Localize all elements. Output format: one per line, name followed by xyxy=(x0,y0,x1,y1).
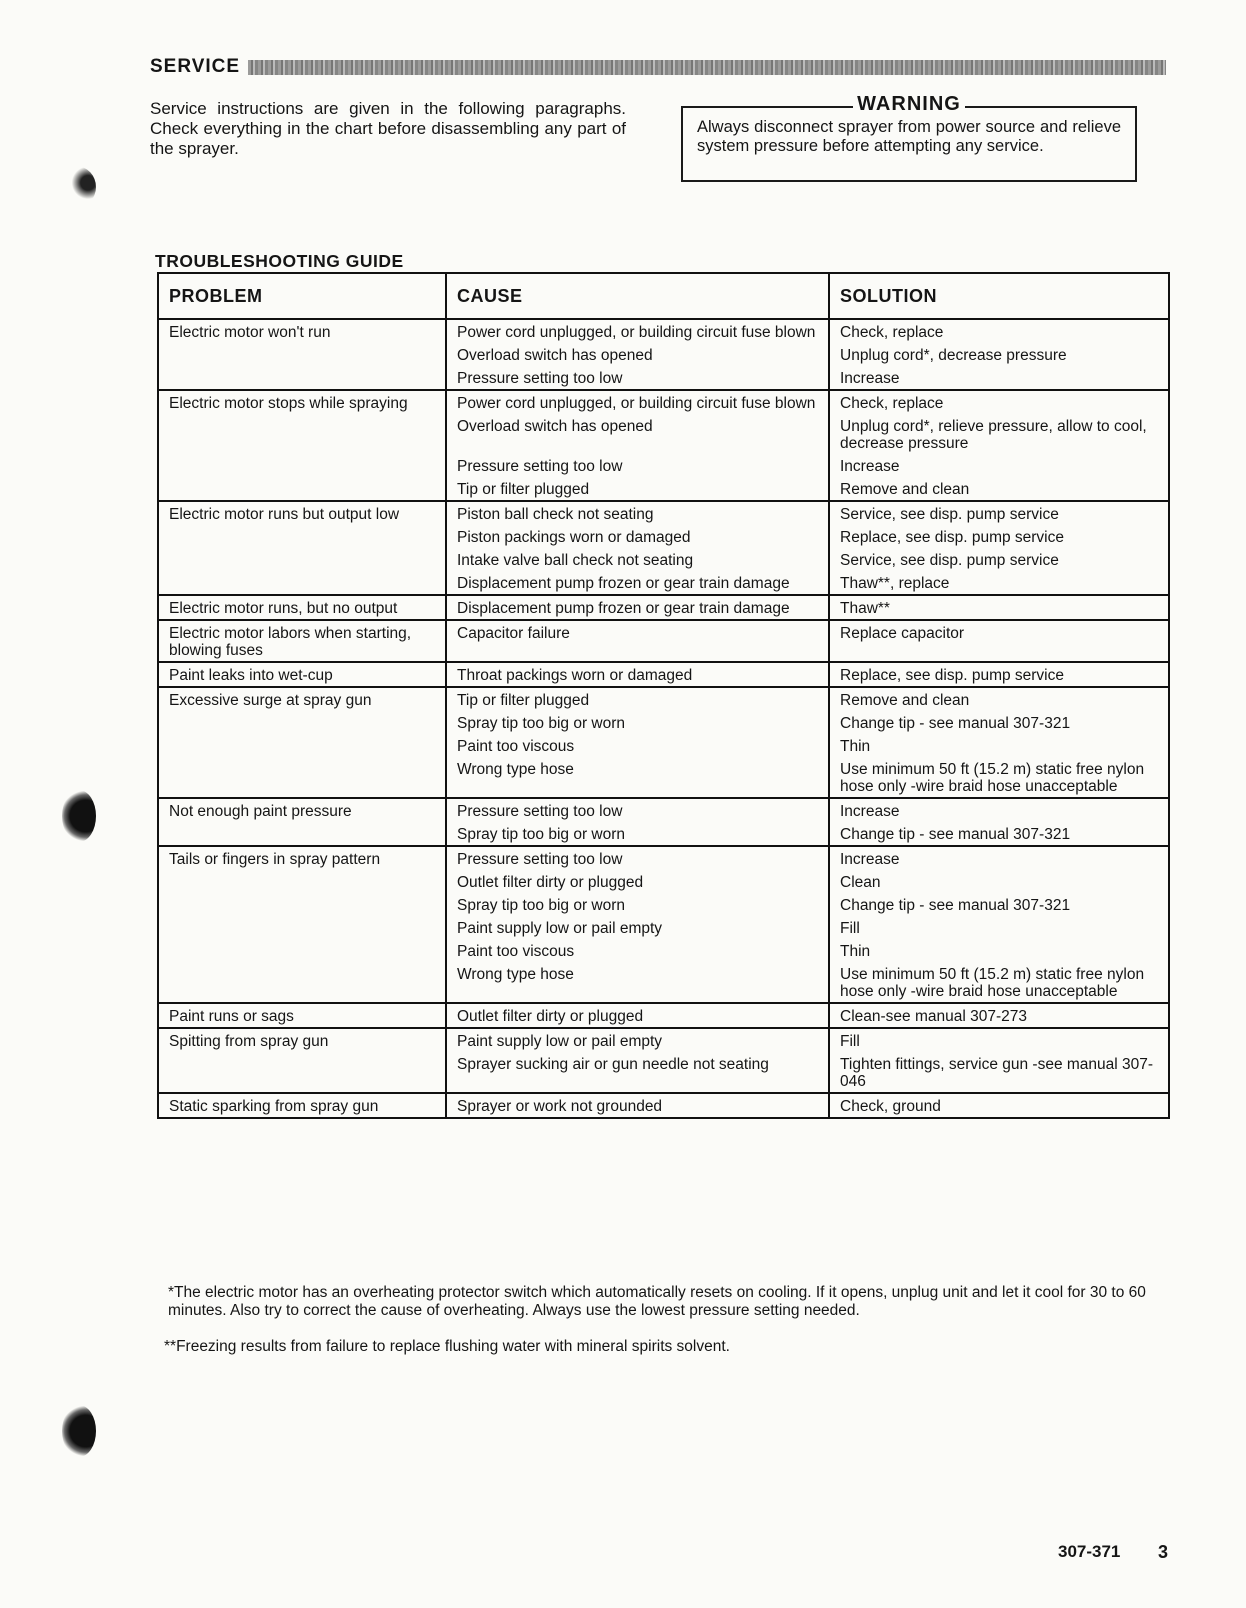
solution-cell: Thin xyxy=(829,939,1169,962)
cause-cell: Spray tip too big or worn xyxy=(446,893,829,916)
problem-cell: Not enough paint pressure xyxy=(158,798,446,846)
table-header-row xyxy=(158,273,1169,319)
solution-cell: Change tip - see manual 307-321 xyxy=(829,893,1169,916)
solution-cell: Fill xyxy=(829,916,1169,939)
section-title-rule xyxy=(248,60,1166,75)
cause-cell: Capacitor failure xyxy=(446,620,829,662)
problem-cell: Paint leaks into wet-cup xyxy=(158,662,446,687)
table-title: TROUBLESHOOTING GUIDE xyxy=(155,251,404,271)
page-number: 3 xyxy=(1158,1542,1169,1562)
column-header-solution: SOLUTION xyxy=(829,273,1169,319)
cause-cell: Overload switch has opened xyxy=(446,343,829,366)
solution-cell: Clean xyxy=(829,870,1169,893)
solution-cell: Increase xyxy=(829,366,1169,390)
cause-cell: Displacement pump frozen or gear train damage xyxy=(446,571,829,595)
cause-cell: Piston packings worn or damaged xyxy=(446,525,829,548)
cause-cell: Piston ball check not seating xyxy=(446,501,829,525)
cause-cell: Paint supply low or pail empty xyxy=(446,1028,829,1052)
solution-cell: Remove and clean xyxy=(829,687,1169,711)
cause-cell: Sprayer sucking air or gun needle not seating xyxy=(446,1052,829,1093)
table-row xyxy=(158,687,1169,711)
problem-cell: Tails or fingers in spray pattern xyxy=(158,846,446,1003)
solution-cell: Increase xyxy=(829,846,1169,870)
cause-cell: Outlet filter dirty or plugged xyxy=(446,1003,829,1028)
table-row xyxy=(158,1003,1169,1028)
cause-cell: Overload switch has opened xyxy=(446,414,829,454)
document-code: 307-371 xyxy=(1058,1542,1121,1561)
table-row xyxy=(158,501,1169,525)
solution-cell: Use minimum 50 ft (15.2 m) static free nylon hose only -wire braid hose unacceptable xyxy=(829,962,1169,1003)
cause-cell: Tip or filter plugged xyxy=(446,477,829,501)
table-row xyxy=(158,620,1169,662)
solution-cell: Clean-see manual 307-273 xyxy=(829,1003,1169,1028)
solution-cell: Remove and clean xyxy=(829,477,1169,501)
table-row xyxy=(158,798,1169,822)
cause-cell: Power cord unplugged, or building circuit fuse blown xyxy=(446,390,829,414)
solution-cell: Replace, see disp. pump service xyxy=(829,525,1169,548)
section-title: SERVICE xyxy=(150,56,241,77)
table-row xyxy=(158,662,1169,687)
problem-cell: Static sparking from spray gun xyxy=(158,1093,446,1118)
cause-cell: Outlet filter dirty or plugged xyxy=(446,870,829,893)
solution-cell: Increase xyxy=(829,454,1169,477)
cause-cell: Paint supply low or pail empty xyxy=(446,916,829,939)
cause-cell: Spray tip too big or worn xyxy=(446,822,829,846)
solution-cell: Change tip - see manual 307-321 xyxy=(829,822,1169,846)
solution-cell: Thin xyxy=(829,734,1169,757)
table-row xyxy=(158,319,1169,343)
column-header-problem: PROBLEM xyxy=(158,273,446,319)
warning-text: Always disconnect sprayer from power source and relieve system pressure before attempting any service. xyxy=(697,118,1121,155)
table-row xyxy=(158,1093,1169,1118)
problem-cell: Spitting from spray gun xyxy=(158,1028,446,1093)
solution-cell: Tighten fittings, service gun -see manual 307-046 xyxy=(829,1052,1169,1093)
problem-cell: Electric motor won't run xyxy=(158,319,446,390)
cause-cell: Tip or filter plugged xyxy=(446,687,829,711)
problem-cell: Electric motor labors when starting, blowing fuses xyxy=(158,620,446,662)
problem-cell: Electric motor stops while spraying xyxy=(158,390,446,501)
solution-cell: Unplug cord*, relieve pressure, allow to cool, decrease pressure xyxy=(829,414,1169,454)
punch-hole xyxy=(62,1405,96,1457)
solution-cell: Fill xyxy=(829,1028,1169,1052)
cause-cell: Pressure setting too low xyxy=(446,454,829,477)
problem-cell: Paint runs or sags xyxy=(158,1003,446,1028)
punch-hole-mark xyxy=(56,166,96,208)
solution-cell: Check, replace xyxy=(829,390,1169,414)
cause-cell: Intake valve ball check not seating xyxy=(446,548,829,571)
solution-cell: Unplug cord*, decrease pressure xyxy=(829,343,1169,366)
cause-cell: Pressure setting too low xyxy=(446,798,829,822)
cause-cell: Paint too viscous xyxy=(446,939,829,962)
table-row xyxy=(158,846,1169,870)
warning-box xyxy=(681,93,1137,182)
solution-cell: Thaw** xyxy=(829,595,1169,620)
warning-title-label: WARNING xyxy=(853,93,965,115)
problem-cell: Electric motor runs, but no output xyxy=(158,595,446,620)
table-row xyxy=(158,595,1169,620)
cause-cell: Spray tip too big or worn xyxy=(446,711,829,734)
cause-cell: Power cord unplugged, or building circuit fuse blown xyxy=(446,319,829,343)
punch-hole xyxy=(62,790,96,842)
cause-cell: Displacement pump frozen or gear train damage xyxy=(446,595,829,620)
service-intro-text: Service instructions are given in the following paragraphs. Check everything in the chart before disassembling any part of the sprayer. xyxy=(150,99,626,158)
solution-cell: Increase xyxy=(829,798,1169,822)
footnote-freezing: **Freezing results from failure to replace flushing water with mineral spirits solvent. xyxy=(164,1338,730,1355)
solution-cell: Service, see disp. pump service xyxy=(829,501,1169,525)
solution-cell: Check, ground xyxy=(829,1093,1169,1118)
cause-cell: Wrong type hose xyxy=(446,962,829,1003)
table-row xyxy=(158,390,1169,414)
solution-cell: Check, replace xyxy=(829,319,1169,343)
cause-cell: Wrong type hose xyxy=(446,757,829,798)
troubleshooting-table xyxy=(157,272,1170,1119)
cause-cell: Paint too viscous xyxy=(446,734,829,757)
cause-cell: Throat packings worn or damaged xyxy=(446,662,829,687)
cause-cell: Sprayer or work not grounded xyxy=(446,1093,829,1118)
problem-cell: Excessive surge at spray gun xyxy=(158,687,446,798)
solution-cell: Change tip - see manual 307-321 xyxy=(829,711,1169,734)
solution-cell: Service, see disp. pump service xyxy=(829,548,1169,571)
footnote-overheating: *The electric motor has an overheating protector switch which automatically resets on cooling. If it opens, unplug unit and let it cool for 30 to 60 minutes. Also try to correct the cause of overheating. Always use the lowest pressure setting needed. xyxy=(168,1284,1146,1319)
solution-cell: Use minimum 50 ft (15.2 m) static free nylon hose only -wire braid hose unacceptable xyxy=(829,757,1169,798)
solution-cell: Replace capacitor xyxy=(829,620,1169,662)
table-body xyxy=(158,319,1169,1118)
column-header-cause: CAUSE xyxy=(446,273,829,319)
solution-cell: Thaw**, replace xyxy=(829,571,1169,595)
problem-cell: Electric motor runs but output low xyxy=(158,501,446,595)
table-row xyxy=(158,1028,1169,1052)
cause-cell: Pressure setting too low xyxy=(446,366,829,390)
warning-title xyxy=(683,93,1135,116)
solution-cell: Replace, see disp. pump service xyxy=(829,662,1169,687)
cause-cell: Pressure setting too low xyxy=(446,846,829,870)
